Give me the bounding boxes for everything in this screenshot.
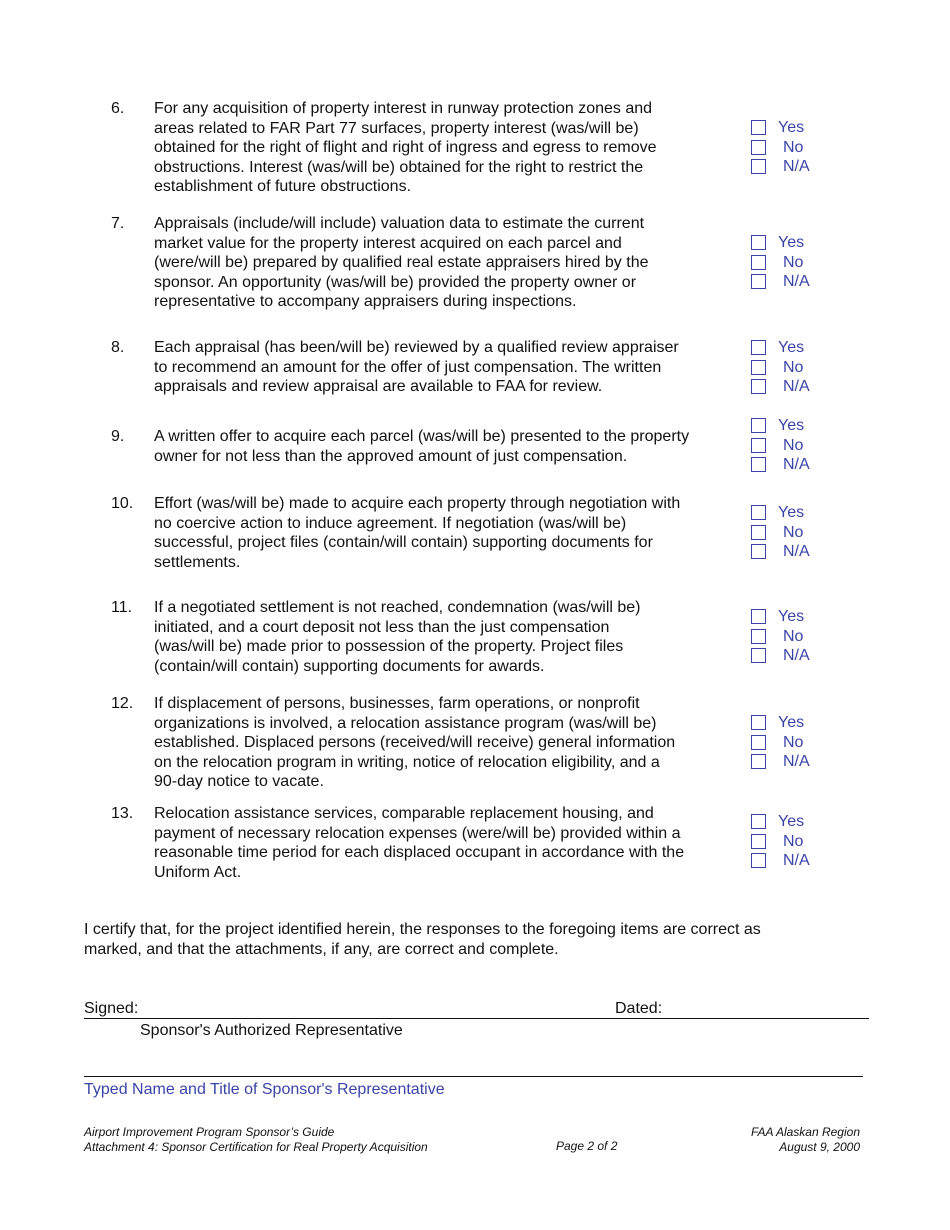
item-text-line: appraisals and review appraisal are available to FAA for review. [154,378,603,395]
option-na[interactable] [749,646,829,666]
item-text-line: Relocation assistance services, comparable replacement housing, and [154,805,654,822]
dated-label: Dated: [615,1000,663,1017]
option-label-no: No [783,733,804,751]
option-label-yes: Yes [778,119,805,136]
item-text-line: Uniform Act. [154,863,242,881]
item-text-line: sponsor. An opportunity (was/will be) provided the property owner or [154,273,637,291]
checkbox-na[interactable] [751,754,766,769]
option-label-yes: Yes [778,339,805,356]
option-label-yes: Yes [778,234,805,251]
option-na[interactable] [749,455,829,475]
checkbox-no[interactable] [751,834,766,849]
option-yes[interactable] [749,416,829,436]
item-text-line: settlements. [154,553,241,571]
option-yes[interactable] [749,338,829,358]
checkbox-yes[interactable] [751,418,766,433]
option-na[interactable] [749,157,829,177]
answer-options [749,233,829,292]
checkbox-yes[interactable] [751,715,766,730]
option-label-na: N/A [783,378,810,395]
checkbox-no[interactable] [751,360,766,375]
answer-options [749,338,829,397]
item-text-line: (was/will be) made prior to possession of the property. Project files [154,638,624,655]
item-text-line: organizations is involved, a relocation assistance program (was/will be) [154,714,657,732]
checkbox-no[interactable] [751,438,766,453]
option-label-no: No [783,436,804,454]
item-text-line: If displacement of persons, businesses, farm operations, or nonprofit [154,695,640,712]
option-label-na: N/A [783,543,810,560]
answer-options [749,713,829,772]
representative-label: Sponsor's Authorized Representative [140,1022,403,1039]
checkbox-na[interactable] [751,648,766,663]
option-label-na: N/A [783,753,810,770]
checkbox-na[interactable] [751,379,766,394]
checkbox-no[interactable] [751,525,766,540]
checkbox-na[interactable] [751,853,766,868]
checkbox-na[interactable] [751,457,766,472]
typed-name-label: Typed Name and Title of Sponsor's Representative [84,1081,445,1098]
item-number: 10. [111,495,134,512]
footer-attachment-title: Attachment 4: Sponsor Certification for Real Property Acquisition [84,1139,428,1154]
certification-line: I certify that, for the project identified herein, the responses to the foregoing items are correct as [84,921,761,938]
item-text-line: A written offer to acquire each parcel (was/will be) presented to the property [154,428,690,445]
option-label-no: No [783,138,804,156]
option-label-na: N/A [783,852,810,869]
item-text-line: obtained for the right of flight and right of ingress and egress to remove [154,139,657,156]
footer-region: FAA Alaskan Region [751,1125,860,1139]
option-label-yes: Yes [778,417,805,434]
checkbox-no[interactable] [751,255,766,270]
item-number: 11. [111,599,133,616]
item-text-line: Appraisals (include/will include) valuation data to estimate the current [154,215,645,232]
item-text [154,214,734,312]
item-text [154,338,734,397]
certification-line: marked, and that the attachments, if any, are correct and complete. [84,941,559,958]
option-no[interactable] [749,832,829,852]
item-number: 6. [111,100,125,117]
option-label-yes: Yes [778,608,805,625]
item-text-line: areas related to FAR Part 77 surfaces, property interest (was/will be) [154,119,639,137]
option-label-na: N/A [783,456,810,473]
item-text-line: If a negotiated settlement is not reached, condemnation (was/will be) [154,599,641,616]
option-yes[interactable] [749,812,829,832]
item-number: 9. [111,428,125,445]
option-yes[interactable] [749,713,829,733]
option-yes[interactable] [749,503,829,523]
footer-right [751,1125,860,1154]
option-no[interactable] [749,627,829,647]
checkbox-yes[interactable] [751,120,766,135]
item-text-line: on the relocation program in writing, notice of relocation eligibility, and a [154,753,660,771]
checkbox-na[interactable] [751,274,766,289]
option-na[interactable] [749,377,829,397]
item-text-line: owner for not less than the approved amount of just compensation. [154,447,628,465]
checkbox-no[interactable] [751,629,766,644]
checkbox-no[interactable] [751,140,766,155]
item-number: 7. [111,215,125,232]
option-na[interactable] [749,752,829,772]
item-text-line: initiated, and a court deposit not less than the just compensation [154,618,610,636]
item-number: 12. [111,695,134,712]
checkbox-yes[interactable] [751,505,766,520]
checkbox-yes[interactable] [751,235,766,250]
answer-options [749,416,829,475]
option-na[interactable] [749,542,829,562]
item-text-line: 90-day notice to vacate. [154,773,324,790]
item-text [154,427,734,466]
item-number: 13. [111,805,134,822]
certification-statement [84,920,844,960]
answer-options [749,118,829,177]
item-text-line: to recommend an amount for the offer of just compensation. The written [154,358,662,376]
answer-options [749,503,829,562]
item-text [154,99,734,197]
option-label-yes: Yes [778,504,805,521]
item-text [154,694,734,792]
option-label-yes: Yes [778,813,805,830]
item-text-line: Each appraisal (has been/will be) reviewed by a qualified review appraiser [154,339,679,356]
option-no[interactable] [749,436,829,456]
checkbox-na[interactable] [751,159,766,174]
item-text-line: Effort (was/will be) made to acquire each property through negotiation with [154,495,681,512]
option-no[interactable] [749,253,829,273]
checkbox-yes[interactable] [751,814,766,829]
item-text [154,494,734,572]
option-label-no: No [783,253,804,271]
item-text-line: For any acquisition of property interest in runway protection zones and [154,100,653,117]
answer-options [749,607,829,666]
option-label-no: No [783,358,804,376]
typed-name-line[interactable] [84,1076,863,1077]
option-label-no: No [783,523,804,541]
item-text-line: (contain/will contain) supporting documents for awards. [154,657,545,675]
option-yes[interactable] [749,118,829,138]
footer-page-number: Page 2 of 2 [556,1139,618,1153]
option-label-na: N/A [783,647,810,664]
footer-left [84,1125,428,1154]
answer-options [749,812,829,871]
item-text-line: establishment of future obstructions. [154,178,412,195]
item-text-line: established. Displaced persons (received/will receive) general information [154,734,676,751]
option-label-no: No [783,832,804,850]
option-label-yes: Yes [778,714,805,731]
option-yes[interactable] [749,233,829,253]
footer-date: August 9, 2000 [779,1139,860,1154]
option-label-no: No [783,627,804,645]
option-no[interactable] [749,358,829,378]
item-text-line: obstructions. Interest (was/will be) obtained for the right to restrict the [154,158,644,176]
item-text-line: payment of necessary relocation expenses (were/will be) provided within a [154,824,681,842]
item-number: 8. [111,339,125,356]
option-yes[interactable] [749,607,829,627]
option-no[interactable] [749,138,829,158]
item-text-line: successful, project files (contain/will contain) supporting documents for [154,534,653,551]
checkbox-na[interactable] [751,544,766,559]
item-text [154,804,734,882]
item-text-line: market value for the property interest acquired on each parcel and [154,234,622,252]
signed-label: Signed: [84,1000,139,1017]
item-text-line: representative to accompany appraisers during inspections. [154,293,577,310]
option-no[interactable] [749,523,829,543]
option-na[interactable] [749,272,829,292]
checkbox-no[interactable] [751,735,766,750]
option-na[interactable] [749,851,829,871]
checkbox-yes[interactable] [751,609,766,624]
checkbox-yes[interactable] [751,340,766,355]
item-text [154,598,734,676]
signature-line[interactable] [84,1018,869,1019]
option-label-na: N/A [783,273,810,290]
footer-guide-title: Airport Improvement Program Sponsor’s Guide [84,1125,335,1139]
option-no[interactable] [749,733,829,753]
item-text-line: no coercive action to induce agreement. If negotiation (was/will be) [154,514,627,532]
option-label-na: N/A [783,158,810,175]
item-text-line: reasonable time period for each displaced occupant in accordance with the [154,844,685,861]
item-text-line: (were/will be) prepared by qualified real estate appraisers hired by the [154,254,649,271]
